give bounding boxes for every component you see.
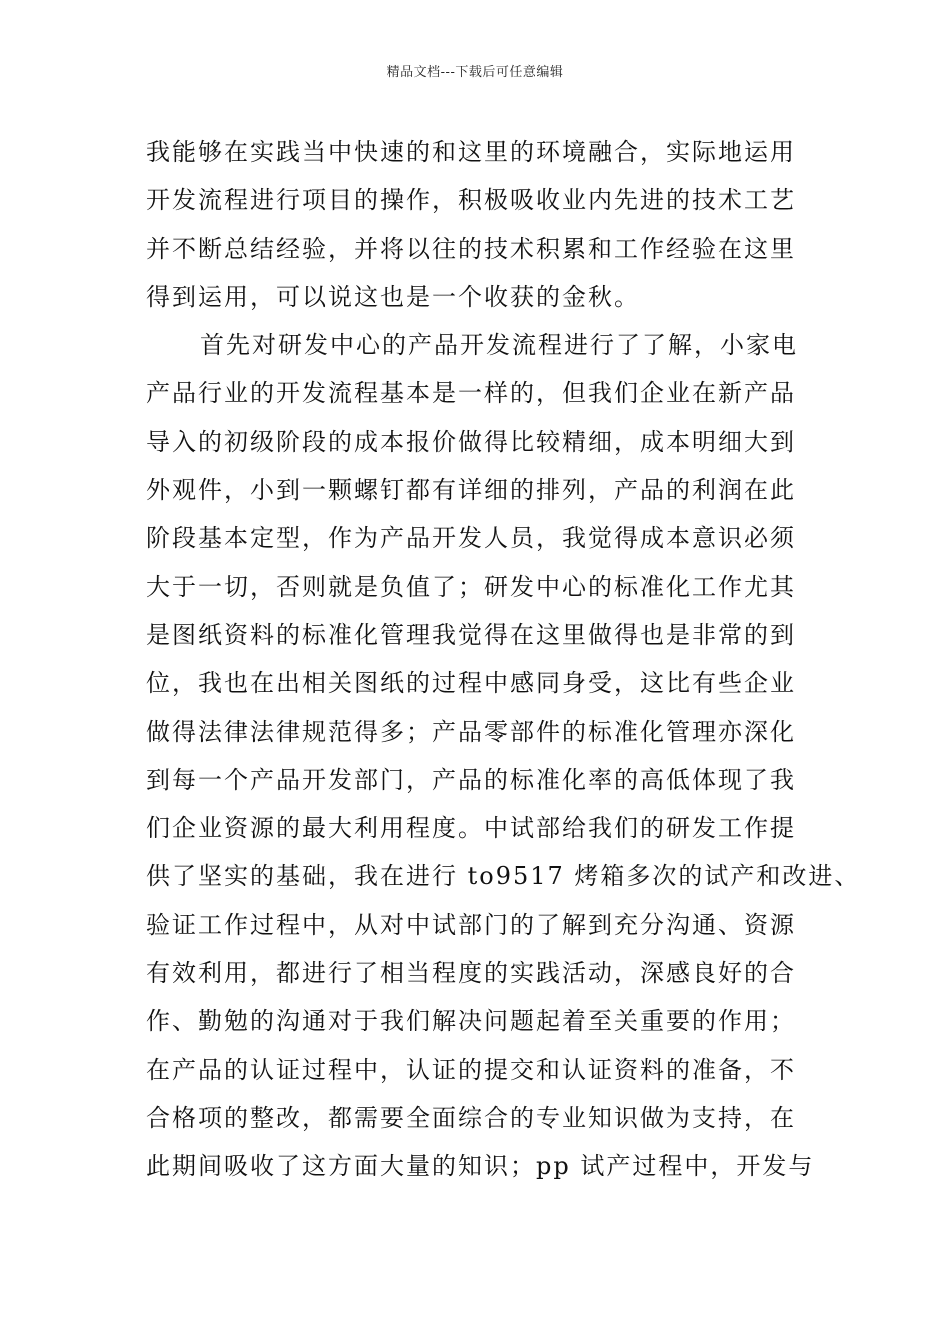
body-line: 得到运用，可以说这也是一个收获的金秋。 [146, 282, 640, 311]
body-line: 并不断总结经验，并将以往的技术积累和工作经验在这里 [146, 234, 796, 263]
body-line: 导入的初级阶段的成本报价做得比较精细，成本明细大到 [146, 427, 796, 456]
body-line: 我能够在实践当中快速的和这里的环境融合，实际地运用 [146, 138, 796, 166]
body-line: 位，我也在出相关图纸的过程中感同身受，这比有些企业 [146, 669, 796, 698]
body-line: 有效利用，都进行了相当程度的实践活动，深感良好的合 [146, 959, 796, 988]
body-line: 阶段基本定型，作为产品开发人员，我觉得成本意识必须 [146, 524, 796, 553]
paragraph-first-line: 首先对研发中心的产品开发流程进行了了解，小家电 [200, 331, 798, 360]
body-line: 在产品的认证过程中，认证的提交和认证资料的准备，不 [146, 1055, 796, 1084]
body-line: 做得法律法律规范得多；产品零部件的标准化管理亦深化 [146, 717, 796, 746]
body-line: 供了坚实的基础，我在进行 to9517 烤箱多次的试产和改进、 [146, 862, 861, 891]
document-body [146, 128, 861, 1191]
body-line: 合格项的整改，都需要全面综合的专业知识做为支持，在 [146, 1103, 796, 1132]
body-line: 作、勤勉的沟通对于我们解决问题起着至关重要的作用； [146, 1007, 796, 1036]
body-line: 产品行业的开发流程基本是一样的，但我们企业在新产品 [146, 379, 796, 408]
page-header: 精品文档---下载后可任意编辑 [386, 65, 564, 80]
body-line: 们企业资源的最大利用程度。中试部给我们的研发工作提 [146, 814, 796, 843]
body-line: 外观件，小到一颗螺钉都有详细的排列，产品的利润在此 [146, 476, 796, 505]
body-line: 开发流程进行项目的操作，积极吸收业内先进的技术工艺 [146, 186, 796, 215]
body-line: 大于一切，否则就是负值了；研发中心的标准化工作尤其 [146, 572, 796, 601]
body-line: 到每一个产品开发部门，产品的标准化率的高低体现了我 [146, 765, 796, 794]
body-line: 是图纸资料的标准化管理我觉得在这里做得也是非常的到 [146, 620, 796, 649]
body-line: 验证工作过程中，从对中试部门的了解到充分沟通、资源 [146, 910, 796, 939]
body-line: 此期间吸收了这方面大量的知识；pp 试产过程中，开发与 [146, 1152, 815, 1181]
